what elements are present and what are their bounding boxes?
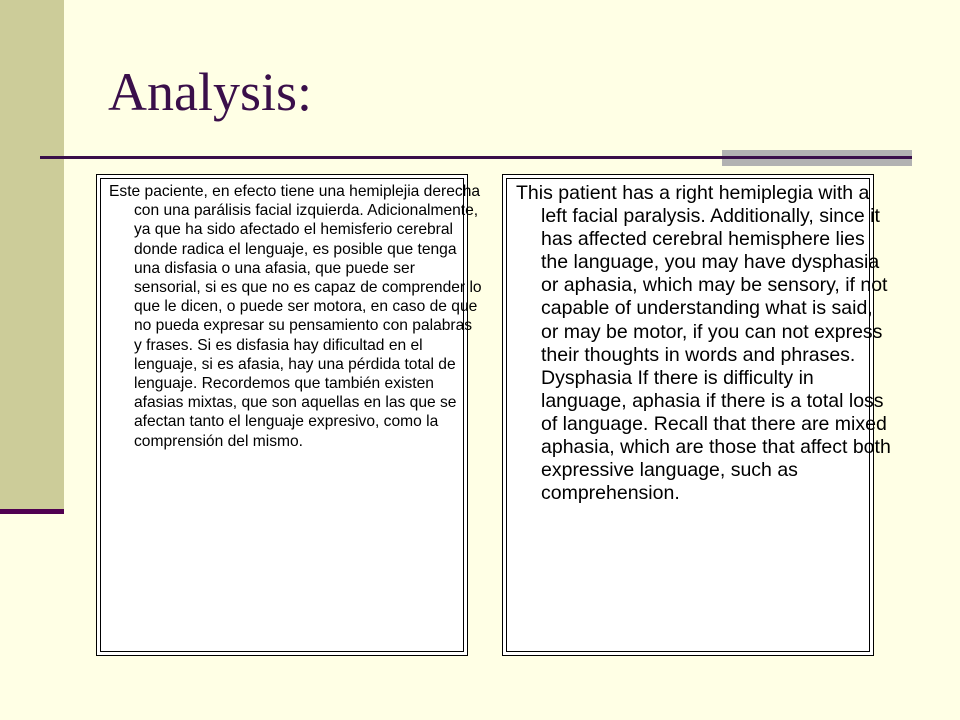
left-decorative-band — [0, 0, 64, 512]
spanish-paragraph: Este paciente, en efecto tiene una hemiplejia derecha con una parálisis facial izquierda. Adicionalmente, ya que ha sido afectado el hemisferio cerebral donde radica el lenguaje, es posible que tenga una disfasia o una afasia, que puede ser sensorial, si es que no es capaz de comprender lo que le dicen, o puede ser motora, en caso de que no pueda expresar su pensamiento con palabras y frases. Si es disfasia hay dificultad en el lenguaje, si es afasia, hay una pérdida total de lenguaje. Recordemos que también existen afasias mixtas, que son aquellas en las que se afectan tanto el lenguaje expresivo, como la comprensión del mismo. — [109, 183, 482, 450]
english-paragraph: This patient has a right hemiplegia with a left facial paralysis. Additionally, since it has affected cerebral hemisphere lies the language, you may have dysphasia or aphasia, which may be sensory, if not capable of understanding what is said, or may be motor, if you can not express their thoughts in words and phrases. Dysphasia If there is difficulty in language, aphasia if there is a total loss of language. Recall that there are mixed aphasia, which are those that affect both expressive language, such as comprehension. — [516, 182, 891, 505]
spanish-text-box — [96, 174, 482, 656]
slide-title: Analysis: — [108, 62, 313, 122]
english-text-box — [502, 174, 891, 656]
title-rule-accent-line — [722, 156, 912, 159]
left-band-accent-line — [0, 509, 64, 514]
